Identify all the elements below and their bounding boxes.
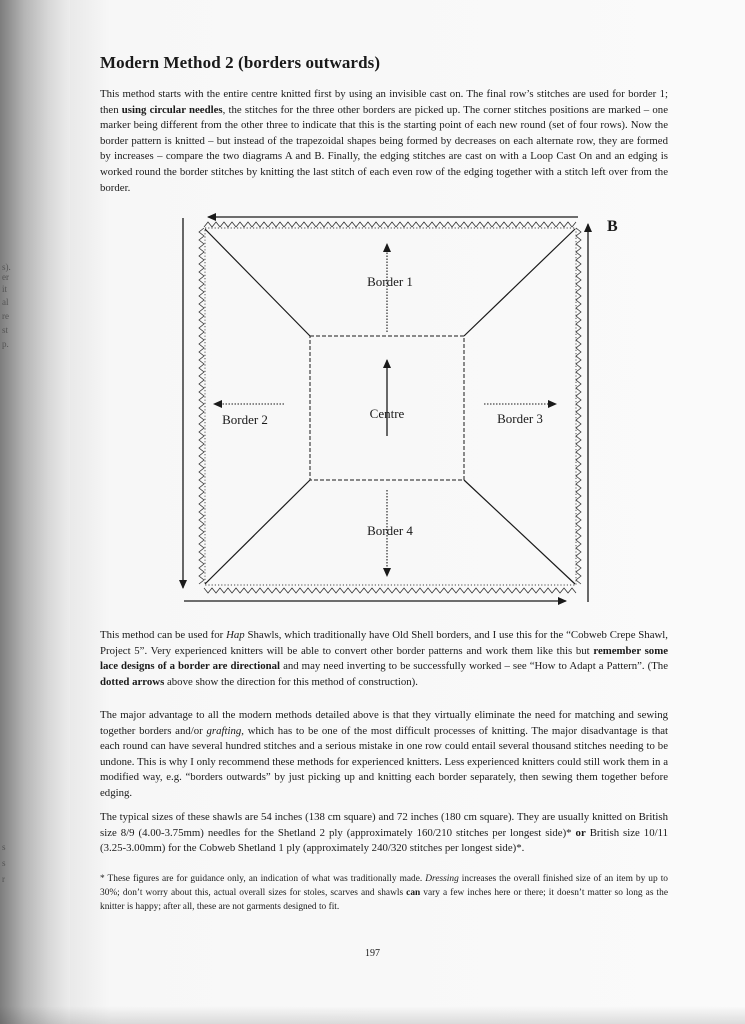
para3-run: , which has to be one of the most difficult processes of knitting. The major disadvantage is that each round can have several hundred stitches and a serious mistake in one row could entail several thousand stitches needing to be undone. This is why I only recommend these methods for experienced knitters. Less experienced knitters could still work them in a modified way, e.g. “borders outwards” by just picking up and knitting each border separately, then sewing them together before edging. xyxy=(100,724,669,799)
facing-page-fragment: s xyxy=(2,858,6,868)
border4-label: Border 4 xyxy=(367,523,413,538)
edging-zigzag-right xyxy=(576,228,581,584)
facing-page-fragment: re xyxy=(2,311,9,321)
edging-zigzag-bottom xyxy=(204,588,576,593)
page-number: 197 xyxy=(365,948,380,959)
edging-zigzag-top xyxy=(204,222,576,227)
facing-page-fragment: er xyxy=(2,272,9,282)
para4-run: or xyxy=(575,826,586,839)
para2-run: remember some lace designs of a border are directional xyxy=(100,644,668,673)
para2-run: Shawls, which traditionally have Old Shell borders, and I use this for the “Cobweb Crepe Shawl, Project 5”. Very experienced knitters will be able to convert other border patterns and work them like this but xyxy=(100,629,668,657)
para4-run: The typical sizes of these shawls are 54 inches (138 cm square) and 72 inches (180 cm square). They are usually knitted on British size 8/9 (4.00-3.75mm) needles for the Shetland 2 ply (approximately 160/210 stitches per longest side)* xyxy=(100,811,668,839)
para3-run: grafting xyxy=(206,724,242,737)
para3-run: The major advantage to all the modern methods detailed above is that they virtually eliminate the need for matching and sewing together borders and/or xyxy=(100,709,668,737)
facing-page-fragment: s xyxy=(2,842,6,852)
para2-run: This method can be used for xyxy=(100,629,227,641)
note-run: vary a few inches here or there; it doesn’t matter so long as the knitter is happy; after all, these are not garments designed to fit. xyxy=(100,888,668,912)
facing-page-fragment: p. xyxy=(2,339,9,349)
para4-run: British size 10/11 (3.25-3.00mm) for the Cobweb Shetland 1 ply (approximately 240/320 stitches per longest side)*. xyxy=(100,826,668,855)
hap-shawl-paragraph xyxy=(100,628,668,690)
para2-run: and may need inverting to be successfully worked – see “How to Adapt a Pattern”. (The xyxy=(280,660,668,673)
border2-label: Border 2 xyxy=(222,412,268,427)
border1-label: Border 1 xyxy=(367,274,413,289)
page-bottom-shadow xyxy=(0,1006,745,1024)
corner-line-top-right xyxy=(464,229,575,336)
footnote xyxy=(100,872,668,914)
border3-label: Border 3 xyxy=(497,411,543,426)
para2-run: above show the direction for this method of construction). xyxy=(164,675,418,688)
facing-page-fragment: s). xyxy=(2,262,11,272)
corner-line-bottom-right xyxy=(464,480,575,584)
note-run: * These figures are for guidance only, an indication of what was traditionally made. xyxy=(100,874,426,884)
facing-page-fragment: it xyxy=(2,284,8,294)
note-run: Dressing xyxy=(425,874,459,884)
note-run: increases the overall finished size of an item by up to 30%; don’t worry about this, actual overall sizes for stoles, scarves and shawls xyxy=(100,874,668,898)
section-title: Modern Method 2 (borders outwards) xyxy=(100,53,381,72)
para1-run: This method starts with the entire centre knitted first by using an invisible cast on. The final row’s stitches are used for border 1; then xyxy=(100,88,668,116)
diagram-label-b: B xyxy=(607,218,618,235)
para1-run: , the stitches for the three other borders are picked up. The corner stitches positions are marked – one marker being different from the other three to indicate that this is the starting point of each new round (set of four rows). Now the border pattern is knitted – but instead of the trapezoidal shapes being formed by decreases on each alternate row, they are formed by increases – compare the two diagrams A and B. Finally, the edging stitches are cast on with a Loop Cast On and an edging is worked round the border stitches by knitting the last stitch of each even row of the edging together with a stitch left over from the border. xyxy=(100,103,668,194)
advantages-paragraph xyxy=(100,708,668,802)
para2-run: dotted arrows xyxy=(100,675,165,688)
edging-zigzag-left xyxy=(199,228,204,584)
centre-label: Centre xyxy=(369,406,405,421)
facing-page-fragment: r xyxy=(2,874,5,884)
facing-page-fragment: al xyxy=(2,297,9,307)
facing-page-fragment: st xyxy=(2,325,9,335)
sizes-paragraph xyxy=(100,810,668,857)
note-run: can xyxy=(406,888,421,898)
corner-line-top-left xyxy=(205,229,310,336)
para1-run: using circular needles xyxy=(121,103,223,116)
para2-run: Hap xyxy=(226,629,245,641)
corner-line-bottom-left xyxy=(205,480,310,584)
